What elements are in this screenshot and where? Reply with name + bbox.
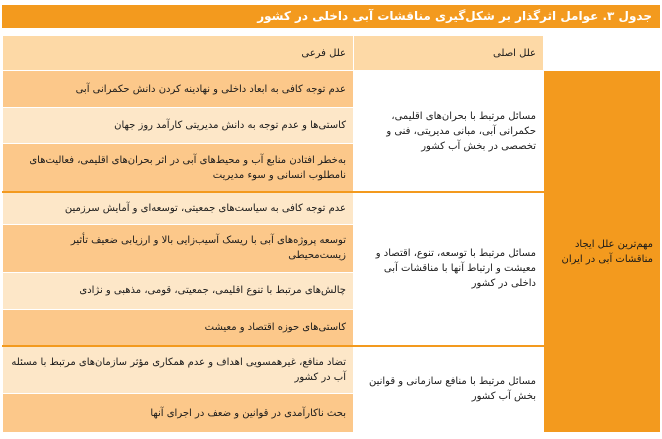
sub-cause-2-1: عدم توجه کافی به سیاست‌های جمعیتی، توسعه‌ای و آمایش سرزمین [3,192,354,224]
causes-table [2,35,661,433]
header-main-causes: علل اصلی [354,36,544,71]
sub-cause-1-1: عدم توجه کافی به ابعاد داخلی و نهادینه کردن دانش حکمرانی آبی [3,71,354,107]
header-sub-causes: علل فرعی [3,36,354,71]
sub-cause-2-3: چالش‌های مرتبط با تنوع اقلیمی، جمعیتی، قومی، مذهبی و نژادی [3,273,354,309]
category-cell: مهم‌ترین علل ایجاد مناقشات آبی در ایران [544,71,661,433]
sub-cause-3-1: تضاد منافع، غیرهمسویی اهداف و عدم همکاری مؤثر سازمان‌های مرتبط با مسئله آب در کشور [3,346,354,394]
main-cause-1: مسائل مرتبط با بحران‌های اقلیمی، حکمرانی آبی، مبانی مدیریتی، فنی و تخصصی در بخش آب کشور [354,71,544,192]
sub-cause-3-2: بحث ناکارآمدی در قوانین و ضعف در اجرای آنها [3,394,354,433]
header-corner [544,36,661,71]
main-cause-2: مسائل مرتبط با توسعه، تنوع، اقتصاد و معیشت و ارتباط آنها با مناقشات آبی داخلی در کشور [354,192,544,345]
sub-cause-1-2: کاستی‌ها و عدم توجه به دانش مدیریتی کارآمد روز جهان [3,107,354,143]
sub-cause-2-2: توسعه پروژه‌های آبی با ریسک آسیب‌زایی بالا و ارزیابی ضعیف تأثیر زیست‌محیطی [3,224,354,272]
table-title: جدول ۳. عوامل اثرگذار بر شکل‌گیری مناقشات آبی داخلی در کشور [2,5,660,28]
table-row [3,71,661,107]
sub-cause-1-3: به‌خطر افتادن منابع آب و محیط‌های آبی در اثر بحران‌های اقلیمی، فعالیت‌های نامطلوب انسانی و سوء مدیریت [3,144,354,192]
sub-cause-2-4: کاستی‌های حوزه اقتصاد و معیشت [3,309,354,345]
main-cause-3: مسائل مرتبط با منافع سازمانی و قوانین بخش آب کشور [354,346,544,433]
header-row [3,36,661,71]
